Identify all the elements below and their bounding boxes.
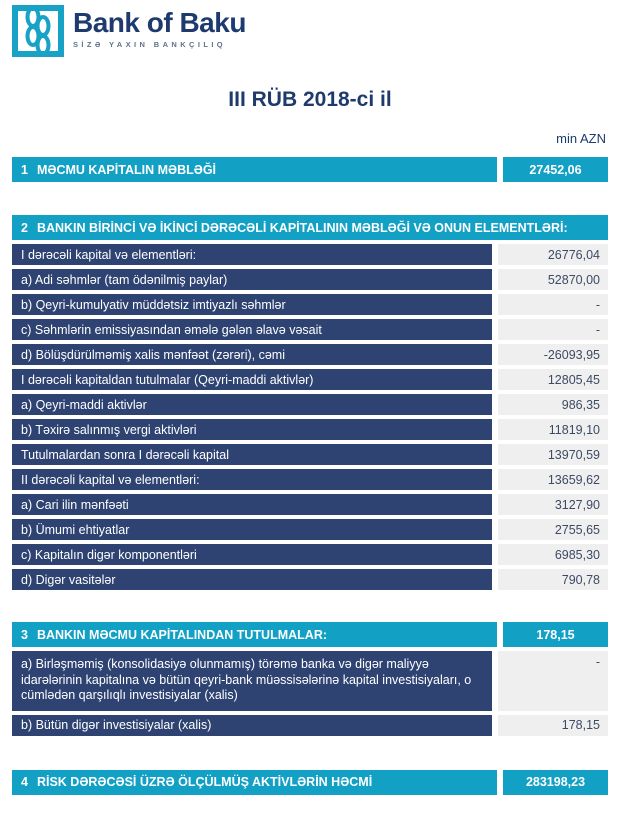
row-label: a) Cari ilin mənfəəti (12, 494, 492, 515)
row-label: d) Digər vasitələr (12, 569, 492, 590)
table-row (12, 319, 608, 340)
section-3-header (12, 622, 608, 647)
bank-tagline: SİZƏ YAXIN BANKÇILIQ (73, 40, 227, 49)
section-title: BANKIN BİRİNCİ VƏ İKİNCİ DƏRƏCƏLİ KAPİTALININ MƏBLƏĞİ VƏ ONUN ELEMENTLƏRİ: (36, 220, 568, 235)
row-value: 790,78 (498, 569, 608, 590)
table-row (12, 294, 608, 315)
section-title: MƏCMU KAPİTALIN MƏBLƏĞİ (36, 162, 217, 177)
table-row (12, 344, 608, 365)
row-label: b) Ümumi ehtiyatlar (12, 519, 492, 540)
section-3-value: 178,15 (497, 622, 608, 647)
table-row (12, 369, 608, 390)
table-row (12, 544, 608, 565)
row-value: 3127,90 (498, 494, 608, 515)
row-label: b) Bütün digər investisiyalar (xalis) (12, 715, 492, 736)
row-label: a) Birləşməmiş (konsolidasiyə olunmamış) törəmə banka və digər maliyyə idarələrinin kapitalına və bütün qeyri-bank müəssisələrinə kapital investisiyaları, o cümlədən qarşılıqlı investisiyalar (xalis) (12, 651, 492, 711)
row-value: 986,35 (498, 394, 608, 415)
row-value: - (498, 319, 608, 340)
row-label: Tutulmalardan sonra I dərəcəli kapital (12, 444, 492, 465)
bank-name: Bank of Baku (73, 7, 246, 38)
row-value: 2755,65 (498, 519, 608, 540)
row-value: - (498, 651, 608, 711)
section-1-value: 27452,06 (497, 157, 608, 182)
row-label: d) Bölüşdürülməmiş xalis mənfəət (zərəri), cəmi (12, 344, 492, 365)
chain-links-icon (12, 5, 64, 57)
section-2-header (12, 215, 608, 240)
row-value: 6985,30 (498, 544, 608, 565)
table-row (12, 419, 608, 440)
section-number: 2 (21, 220, 28, 235)
table-row (12, 494, 608, 515)
section-number: 4 (21, 775, 28, 789)
row-label: b) Təxirə salınmış vergi aktivləri (12, 419, 492, 440)
section-1-header (12, 157, 608, 182)
section-number: 1 (21, 162, 28, 177)
section-title: RİSK DƏRƏCƏSİ ÜZRƏ ÖLÇÜLMÜŞ AKTİVLƏRİN HƏCMİ (36, 775, 373, 789)
row-value: 52870,00 (498, 269, 608, 290)
section-4-value: 283198,23 (497, 770, 608, 795)
table-row (12, 715, 608, 736)
table-row (12, 244, 608, 265)
section-2-rows (12, 244, 608, 590)
row-label: a) Adi səhmlər (tam ödənilmiş paylar) (12, 269, 492, 290)
row-label: c) Səhmlərin emissiyasından əmələ gələn əlavə vəsait (12, 319, 492, 340)
section-4-header (12, 770, 608, 795)
row-value: 178,15 (498, 715, 608, 736)
row-label: II dərəcəli kapital və elementləri: (12, 469, 492, 490)
bank-logo (0, 0, 620, 57)
table-row (12, 469, 608, 490)
table-row (12, 651, 608, 711)
row-label: I dərəcəli kapital və elementləri: (12, 244, 492, 265)
section-number: 3 (21, 627, 28, 642)
table-row (12, 394, 608, 415)
table-row (12, 444, 608, 465)
table-row (12, 269, 608, 290)
row-value: 13970,59 (498, 444, 608, 465)
section-2-label (12, 221, 608, 235)
unit-label: min AZN (556, 131, 606, 146)
row-value: 12805,45 (498, 369, 608, 390)
section-4-label (12, 775, 497, 789)
row-label: b) Qeyri-kumulyativ müddətsiz imtiyazlı səhmlər (12, 294, 492, 315)
bank-logo-text (73, 5, 246, 49)
row-value: 13659,62 (498, 469, 608, 490)
row-value: 26776,04 (498, 244, 608, 265)
row-label: I dərəcəli kapitaldan tutulmalar (Qeyri-maddi aktivlər) (12, 369, 492, 390)
section-3-rows (12, 651, 608, 736)
table-row (12, 569, 608, 590)
capital-report-table (12, 157, 608, 795)
row-value: 11819,10 (498, 419, 608, 440)
row-label: a) Qeyri-maddi aktivlər (12, 394, 492, 415)
row-value: - (498, 294, 608, 315)
section-3-label (12, 628, 497, 642)
row-value: -26093,95 (498, 344, 608, 365)
table-row (12, 519, 608, 540)
section-title: BANKIN MƏCMU KAPİTALINDAN TUTULMALAR: (36, 627, 328, 642)
report-title: III RÜB 2018-ci il (228, 88, 392, 111)
section-1-label (12, 163, 497, 177)
row-label: c) Kapitalın digər komponentləri (12, 544, 492, 565)
